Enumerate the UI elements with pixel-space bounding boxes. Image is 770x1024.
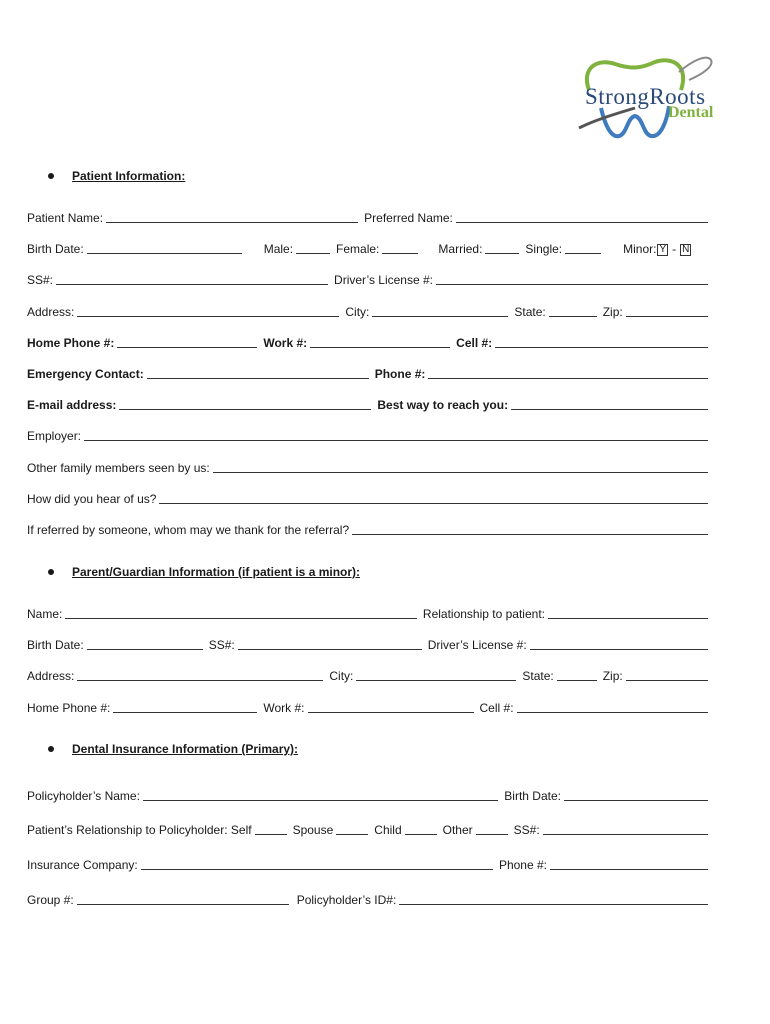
row-family-members: [27, 460, 708, 475]
row-insurance-company: [27, 857, 708, 872]
row-address: [27, 304, 708, 319]
field-guardian-ss[interactable]: [238, 637, 422, 650]
field-preferred-name[interactable]: [456, 210, 708, 223]
logo-text-strongroots: StrongRoots: [585, 84, 706, 109]
field-cell[interactable]: [495, 335, 708, 348]
label-emergency-phone: Phone #:: [374, 367, 426, 381]
label-ss: SS#:: [27, 273, 54, 287]
label-emergency-contact: Emergency Contact:: [27, 367, 144, 381]
field-home-phone[interactable]: [117, 335, 257, 348]
row-guardian-name: [27, 606, 708, 621]
label-zip: Zip:: [602, 305, 623, 319]
field-guardian-cell[interactable]: [517, 700, 708, 713]
section-heading-insurance: [48, 742, 298, 756]
field-birth-date[interactable]: [87, 241, 242, 254]
label-guardian-birth-date: Birth Date:: [27, 638, 84, 652]
section-heading-patient: [48, 169, 185, 183]
field-policyholder-id[interactable]: [399, 892, 708, 905]
row-guardian-phones: [27, 700, 708, 715]
label-guardian-cell: Cell #:: [479, 701, 514, 715]
field-state[interactable]: [549, 304, 597, 317]
field-patient-name[interactable]: [106, 210, 358, 223]
label-email: E-mail address:: [27, 398, 117, 412]
label-drivers-license: Driver’s License #:: [334, 273, 433, 287]
field-guardian-zip[interactable]: [626, 668, 708, 681]
checkbox-minor-no[interactable]: N: [682, 244, 690, 255]
label-state: State:: [514, 305, 546, 319]
label-married: Married:: [438, 242, 483, 256]
row-birth-gender-status: [27, 241, 708, 256]
field-child[interactable]: [405, 822, 437, 835]
section-heading-text: Patient Information:: [72, 169, 186, 183]
label-guardian-home-phone: Home Phone #:: [27, 701, 111, 715]
row-policyholder-name: [27, 788, 708, 803]
label-relationship-self: Patient’s Relationship to Policyholder: Self: [27, 823, 252, 837]
label-other: Other: [442, 823, 473, 837]
field-emergency-phone[interactable]: [428, 366, 708, 379]
label-referred: If referred by someone, whom may we thank for the referral?: [27, 523, 350, 537]
label-policyholder-name: Policyholder’s Name:: [27, 789, 140, 803]
label-female: Female:: [336, 242, 380, 256]
checkbox-minor-yes[interactable]: Y: [659, 244, 667, 255]
label-preferred-name: Preferred Name:: [364, 211, 453, 225]
label-patient-name: Patient Name:: [27, 211, 104, 225]
field-city[interactable]: [372, 304, 508, 317]
label-cell: Cell #:: [456, 336, 493, 350]
field-single[interactable]: [565, 241, 601, 254]
separator-dash: -: [672, 242, 677, 256]
label-employer: Employer:: [27, 429, 82, 443]
label-guardian-address: Address:: [27, 669, 75, 683]
label-guardian-city: City:: [329, 669, 354, 683]
field-policyholder-birth-date[interactable]: [564, 788, 708, 801]
label-guardian-zip: Zip:: [602, 669, 623, 683]
label-policyholder-ss: SS#:: [513, 823, 540, 837]
field-email[interactable]: [119, 397, 371, 410]
section-heading-text: Dental Insurance Information (Primary):: [72, 742, 299, 756]
field-guardian-address[interactable]: [77, 668, 323, 681]
field-guardian-work[interactable]: [308, 700, 474, 713]
field-drivers-license[interactable]: [436, 272, 708, 285]
field-guardian-home-phone[interactable]: [113, 700, 257, 713]
label-family-members: Other family members seen by us:: [27, 461, 210, 475]
field-spouse[interactable]: [336, 822, 368, 835]
row-emergency: [27, 366, 708, 381]
field-policyholder-ss[interactable]: [543, 822, 708, 835]
label-birth-date: Birth Date:: [27, 242, 84, 256]
field-address[interactable]: [77, 304, 339, 317]
label-guardian-license: Driver’s License #:: [427, 638, 527, 652]
label-home-phone: Home Phone #:: [27, 336, 115, 350]
label-policyholder-birth-date: Birth Date:: [504, 789, 561, 803]
label-guardian-work: Work #:: [263, 701, 305, 715]
row-policyholder-relationship: [27, 822, 708, 837]
row-employer: [27, 428, 708, 443]
field-male[interactable]: [296, 241, 330, 254]
row-referred: [27, 522, 708, 537]
field-guardian-license[interactable]: [530, 637, 708, 650]
field-employer[interactable]: [84, 428, 708, 441]
label-insurance-company: Insurance Company:: [27, 858, 138, 872]
label-address: Address:: [27, 305, 75, 319]
row-group-id: [27, 892, 708, 907]
label-single: Single:: [525, 242, 563, 256]
label-child: Child: [374, 823, 402, 837]
field-zip[interactable]: [626, 304, 708, 317]
bullet-icon: [48, 746, 54, 752]
row-ss-license: [27, 272, 708, 287]
field-relationship[interactable]: [548, 606, 708, 619]
field-married[interactable]: [485, 241, 519, 254]
field-referred[interactable]: [352, 522, 708, 535]
section-heading-text: Parent/Guardian Information (if patient is a minor):: [72, 565, 361, 579]
field-family-members[interactable]: [213, 460, 708, 473]
label-guardian-state: State:: [522, 669, 554, 683]
bullet-icon: [48, 569, 54, 575]
bullet-icon: [48, 173, 54, 179]
section-heading-guardian: [48, 565, 360, 579]
field-self[interactable]: [255, 822, 287, 835]
label-guardian-ss: SS#:: [208, 638, 235, 652]
label-hear-of-us: How did you hear of us?: [27, 492, 157, 506]
field-guardian-city[interactable]: [356, 668, 516, 681]
field-female[interactable]: [382, 241, 418, 254]
label-best-way: Best way to reach you:: [377, 398, 509, 412]
label-city: City:: [345, 305, 370, 319]
row-patient-name: [27, 210, 708, 225]
field-best-way[interactable]: [511, 397, 708, 410]
label-group: Group #:: [27, 893, 74, 907]
field-policyholder-name[interactable]: [143, 788, 498, 801]
field-other[interactable]: [476, 822, 508, 835]
field-emergency-contact[interactable]: [147, 366, 369, 379]
label-male: Male:: [263, 242, 294, 256]
field-hear-of-us[interactable]: [159, 491, 708, 504]
label-policyholder-id: Policyholder’s ID#:: [296, 893, 397, 907]
label-work: Work #:: [263, 336, 308, 350]
field-insurance-company[interactable]: [141, 857, 493, 870]
field-ss[interactable]: [56, 272, 328, 285]
row-guardian-birth-ss: [27, 637, 708, 652]
label-insurance-phone: Phone #:: [498, 858, 547, 872]
row-phones: [27, 335, 708, 350]
logo-text-dental: Dental: [668, 104, 714, 121]
label-guardian-name: Name:: [27, 607, 63, 621]
field-group[interactable]: [77, 892, 289, 905]
label-relationship: Relationship to patient:: [422, 607, 545, 621]
row-email: [27, 397, 708, 412]
field-guardian-birth-date[interactable]: [87, 637, 203, 650]
label-minor: Minor:: [623, 242, 657, 256]
row-hear-of-us: [27, 491, 708, 506]
field-insurance-phone[interactable]: [550, 857, 708, 870]
field-work[interactable]: [310, 335, 450, 348]
label-spouse: Spouse: [292, 823, 334, 837]
field-guardian-state[interactable]: [557, 668, 597, 681]
field-guardian-name[interactable]: [65, 606, 417, 619]
row-guardian-address: [27, 668, 708, 683]
